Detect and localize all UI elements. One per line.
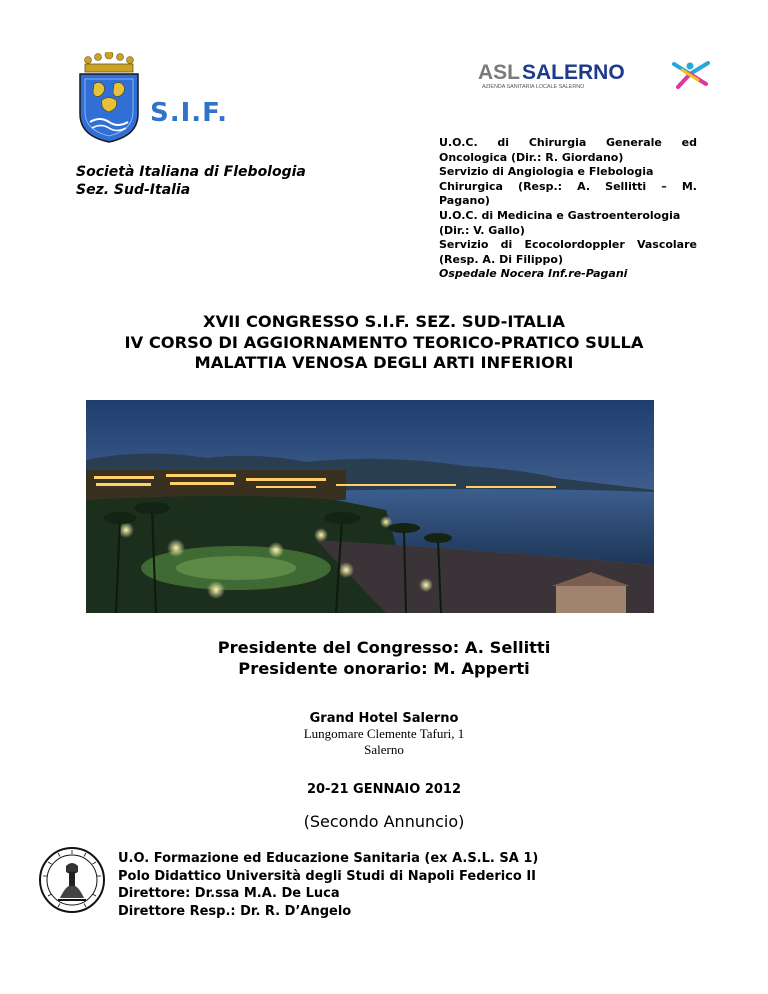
society-name-line2: Sez. Sud-Italia xyxy=(76,182,191,198)
asl-figure-icon xyxy=(674,63,708,88)
asl-salerno-logo xyxy=(478,60,718,90)
unit-line: Servizio di Ecocolordoppler Vascolare xyxy=(439,238,697,252)
sif-coat-of-arms xyxy=(76,52,142,144)
unit-line: U.O.C. di Medicina e Gastroenterologia xyxy=(439,208,681,222)
organizer-director: Direttore: Dr.ssa M.A. De Luca xyxy=(118,886,340,901)
venue-street: Lungomare Clemente Tafuri, 1 xyxy=(303,726,465,741)
congress-title-line1: XVII CONGRESSO S.I.F. SEZ. SUD-ITALIA xyxy=(203,312,565,331)
congress-presidents xyxy=(100,638,668,679)
venue-name: Grand Hotel Salerno xyxy=(309,711,459,726)
organizer-info xyxy=(118,850,538,920)
unit-line: Oncologica (Dir.: R. Giordano) xyxy=(439,150,624,164)
congress-title-line3: MALATTIA VENOSA DEGLI ARTI INFERIORI xyxy=(194,353,574,373)
university-seal xyxy=(38,846,106,914)
event-dates: 20-21 GENNAIO 2012 xyxy=(306,782,462,797)
unit-line: (Dir.: V. Gallo) xyxy=(439,223,525,237)
asl-logo-text-salerno: SALERNO xyxy=(522,61,625,84)
salerno-night-photo xyxy=(86,400,654,613)
hospital-name: Ospedale Nocera Inf.re-Pagani xyxy=(439,267,628,281)
unit-line: Servizio di Angiologia e Flebologia xyxy=(439,165,654,179)
congress-title-line2: IV CORSO DI AGGIORNAMENTO TEORICO-PRATICO SULLA xyxy=(124,332,644,352)
unit-line: U.O.C. di Chirurgia Generale ed xyxy=(439,136,697,149)
organizer-line1: U.O. Formazione ed Educazione Sanitaria (ex A.S.L. SA 1) xyxy=(118,851,539,866)
venue xyxy=(150,711,618,758)
honorary-president: Presidente onorario: M. Apperti xyxy=(238,658,530,678)
asl-logo-subtext: AZIENDA SANITARIA LOCALE SALERNO xyxy=(482,84,585,90)
sif-acronym: S.I.F. xyxy=(150,98,228,128)
unit-line: Chirurgica (Resp.: A. Sellitti – M. xyxy=(439,179,697,193)
society-name xyxy=(76,163,306,199)
society-name-line1: Società Italiana di Flebologia xyxy=(76,164,306,180)
hospital-units xyxy=(439,136,697,282)
venue-city: Salerno xyxy=(364,742,404,757)
unit-line: (Resp. A. Di Filippo) xyxy=(439,252,564,266)
congress-president: Presidente del Congresso: A. Sellitti xyxy=(217,638,551,657)
announcement-label: (Secondo Annuncio) xyxy=(303,812,465,831)
congress-title xyxy=(60,312,708,374)
organizer-line2: Polo Didattico Università degli Studi di Napoli Federico II xyxy=(118,868,537,884)
organizer-resp-director: Direttore Resp.: Dr. R. D’Angelo xyxy=(118,903,352,919)
unit-line: Pagano) xyxy=(439,194,490,208)
asl-logo-text-asl: ASL xyxy=(478,61,520,84)
